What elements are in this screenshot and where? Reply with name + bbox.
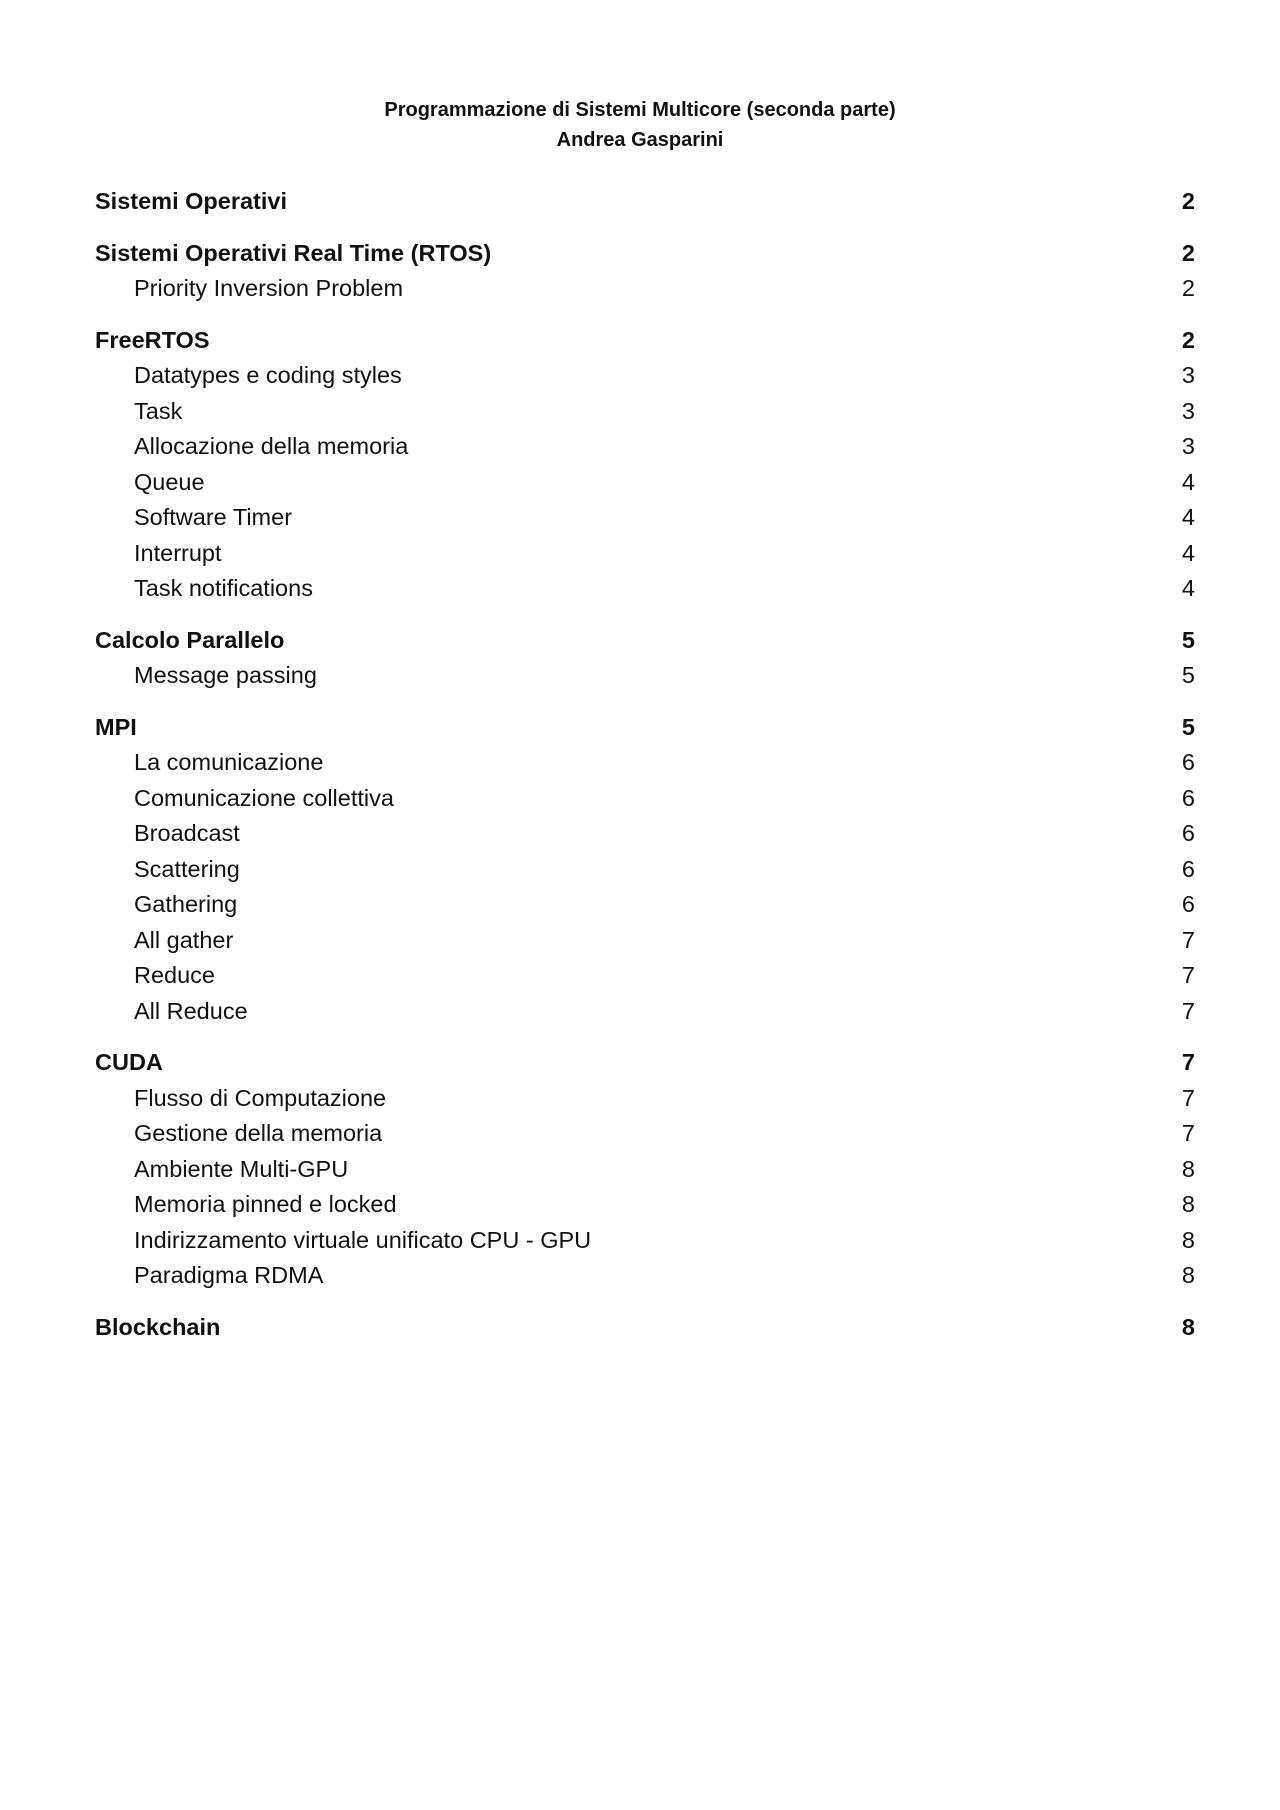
toc-section [95, 1049, 1195, 1298]
toc-subentry-page: 4 [1181, 539, 1195, 566]
toc-subentry-title: Reduce [134, 962, 215, 988]
toc-entry-page: 8 [1181, 1313, 1195, 1340]
toc-entry-main[interactable] [95, 188, 1195, 224]
toc-subentry-title: Broadcast [134, 820, 240, 846]
document-author: Andrea Gasparini [556, 129, 724, 151]
toc-entry-sub[interactable] [95, 998, 1195, 1034]
toc-entry-sub[interactable] [95, 927, 1195, 963]
toc-entry-sub[interactable] [95, 1262, 1195, 1298]
toc-subentry-title: All Reduce [134, 997, 248, 1024]
toc-entry-sub[interactable] [95, 275, 1195, 311]
toc-subentry-page: 5 [1181, 662, 1195, 688]
toc-entry-sub[interactable] [95, 504, 1195, 540]
toc-entry-page: 2 [1181, 239, 1195, 266]
toc-section [95, 240, 1195, 311]
toc-entry-title: FreeRTOS [95, 326, 210, 353]
toc-subentry-page: 4 [1181, 504, 1195, 530]
toc-subentry-page: 3 [1181, 362, 1195, 388]
toc-subentry-title: Task notifications [134, 575, 313, 601]
toc-subentry-title: Indirizzamento virtuale unificato CPU - GPU [134, 1226, 592, 1253]
toc-subentry-title: Gathering [134, 891, 238, 917]
toc-entry-sub[interactable] [95, 1227, 1195, 1263]
toc-subentry-title: Software Timer [134, 504, 293, 530]
toc-entry-sub[interactable] [95, 662, 1195, 698]
toc-entry-sub[interactable] [95, 891, 1195, 927]
toc-section [95, 714, 1195, 1034]
toc-section [95, 188, 1195, 224]
toc-entry-main[interactable] [95, 627, 1195, 663]
toc-entry-main[interactable] [95, 1049, 1195, 1085]
toc-entry-main[interactable] [95, 714, 1195, 750]
toc-subentry-title: Gestione della memoria [134, 1120, 383, 1146]
toc-subentry-page: 4 [1181, 468, 1195, 495]
document-header [0, 95, 1280, 155]
toc-entry-title: MPI [95, 713, 137, 740]
toc-subentry-page: 7 [1181, 926, 1195, 953]
toc-subentry-title: Memoria pinned e locked [134, 1191, 397, 1217]
toc-subentry-page: 6 [1181, 749, 1195, 775]
toc-entry-page: 5 [1181, 626, 1195, 653]
toc-entry-sub[interactable] [95, 962, 1195, 998]
toc-subentry-title: Priority Inversion Problem [134, 275, 404, 301]
toc-subentry-title: Ambiente Multi-GPU [134, 1155, 349, 1182]
toc-section [95, 327, 1195, 611]
toc-entry-title: CUDA [95, 1049, 163, 1075]
table-of-contents [95, 188, 1195, 1365]
toc-entry-page: 7 [1181, 1049, 1195, 1075]
toc-entry-sub[interactable] [95, 1085, 1195, 1121]
toc-subentry-title: Allocazione della memoria [134, 433, 409, 459]
toc-subentry-title: Queue [134, 468, 205, 495]
toc-subentry-page: 2 [1181, 275, 1195, 301]
toc-subentry-page: 7 [1181, 962, 1195, 988]
toc-entry-sub[interactable] [95, 785, 1195, 821]
toc-entry-sub[interactable] [95, 1156, 1195, 1192]
toc-subentry-page: 6 [1181, 855, 1195, 882]
toc-subentry-title: Interrupt [134, 539, 222, 566]
toc-subentry-page: 4 [1181, 575, 1195, 601]
toc-subentry-page: 7 [1181, 997, 1195, 1024]
toc-subentry-title: La comunicazione [134, 749, 324, 775]
toc-entry-title: Blockchain [95, 1313, 221, 1340]
toc-entry-title: Sistemi Operativi Real Time (RTOS) [95, 239, 492, 266]
toc-subentry-title: Task [134, 397, 183, 424]
toc-entry-sub[interactable] [95, 856, 1195, 892]
toc-entry-sub[interactable] [95, 1191, 1195, 1227]
toc-subentry-title: Flusso di Computazione [134, 1084, 387, 1111]
toc-entry-sub[interactable] [95, 575, 1195, 611]
toc-section [95, 1314, 1195, 1350]
toc-entry-title: Calcolo Parallelo [95, 626, 285, 653]
toc-entry-sub[interactable] [95, 433, 1195, 469]
toc-subentry-title: Paradigma RDMA [134, 1262, 324, 1288]
toc-entry-title: Sistemi Operativi [95, 188, 287, 214]
toc-entry-main[interactable] [95, 1314, 1195, 1350]
toc-subentry-page: 3 [1181, 397, 1195, 424]
toc-subentry-page: 7 [1181, 1084, 1195, 1111]
toc-entry-sub[interactable] [95, 820, 1195, 856]
toc-subentry-page: 3 [1181, 433, 1195, 459]
toc-entry-page: 5 [1181, 713, 1195, 740]
toc-entry-page: 2 [1181, 326, 1195, 353]
toc-subentry-page: 6 [1181, 891, 1195, 917]
toc-entry-sub[interactable] [95, 362, 1195, 398]
toc-subentry-page: 8 [1181, 1226, 1195, 1253]
toc-entry-sub[interactable] [95, 1120, 1195, 1156]
toc-entry-sub[interactable] [95, 540, 1195, 576]
toc-subentry-page: 8 [1181, 1155, 1195, 1182]
toc-subentry-title: Scattering [134, 855, 240, 882]
toc-subentry-page: 6 [1181, 784, 1195, 811]
toc-subentry-title: All gather [134, 926, 234, 953]
toc-entry-sub[interactable] [95, 469, 1195, 505]
toc-subentry-page: 6 [1181, 820, 1195, 846]
toc-subentry-page: 8 [1181, 1191, 1195, 1217]
toc-subentry-page: 8 [1181, 1262, 1195, 1288]
toc-subentry-title: Comunicazione collettiva [134, 784, 394, 811]
toc-subentry-page: 7 [1181, 1120, 1195, 1146]
toc-subentry-title: Message passing [134, 662, 317, 688]
document-title: Programmazione di Sistemi Multicore (seconda parte) [384, 99, 896, 121]
toc-entry-main[interactable] [95, 327, 1195, 363]
toc-subentry-title: Datatypes e coding styles [134, 362, 402, 388]
toc-entry-main[interactable] [95, 240, 1195, 276]
toc-section [95, 627, 1195, 698]
toc-entry-page: 2 [1181, 188, 1195, 214]
toc-entry-sub[interactable] [95, 749, 1195, 785]
toc-entry-sub[interactable] [95, 398, 1195, 434]
